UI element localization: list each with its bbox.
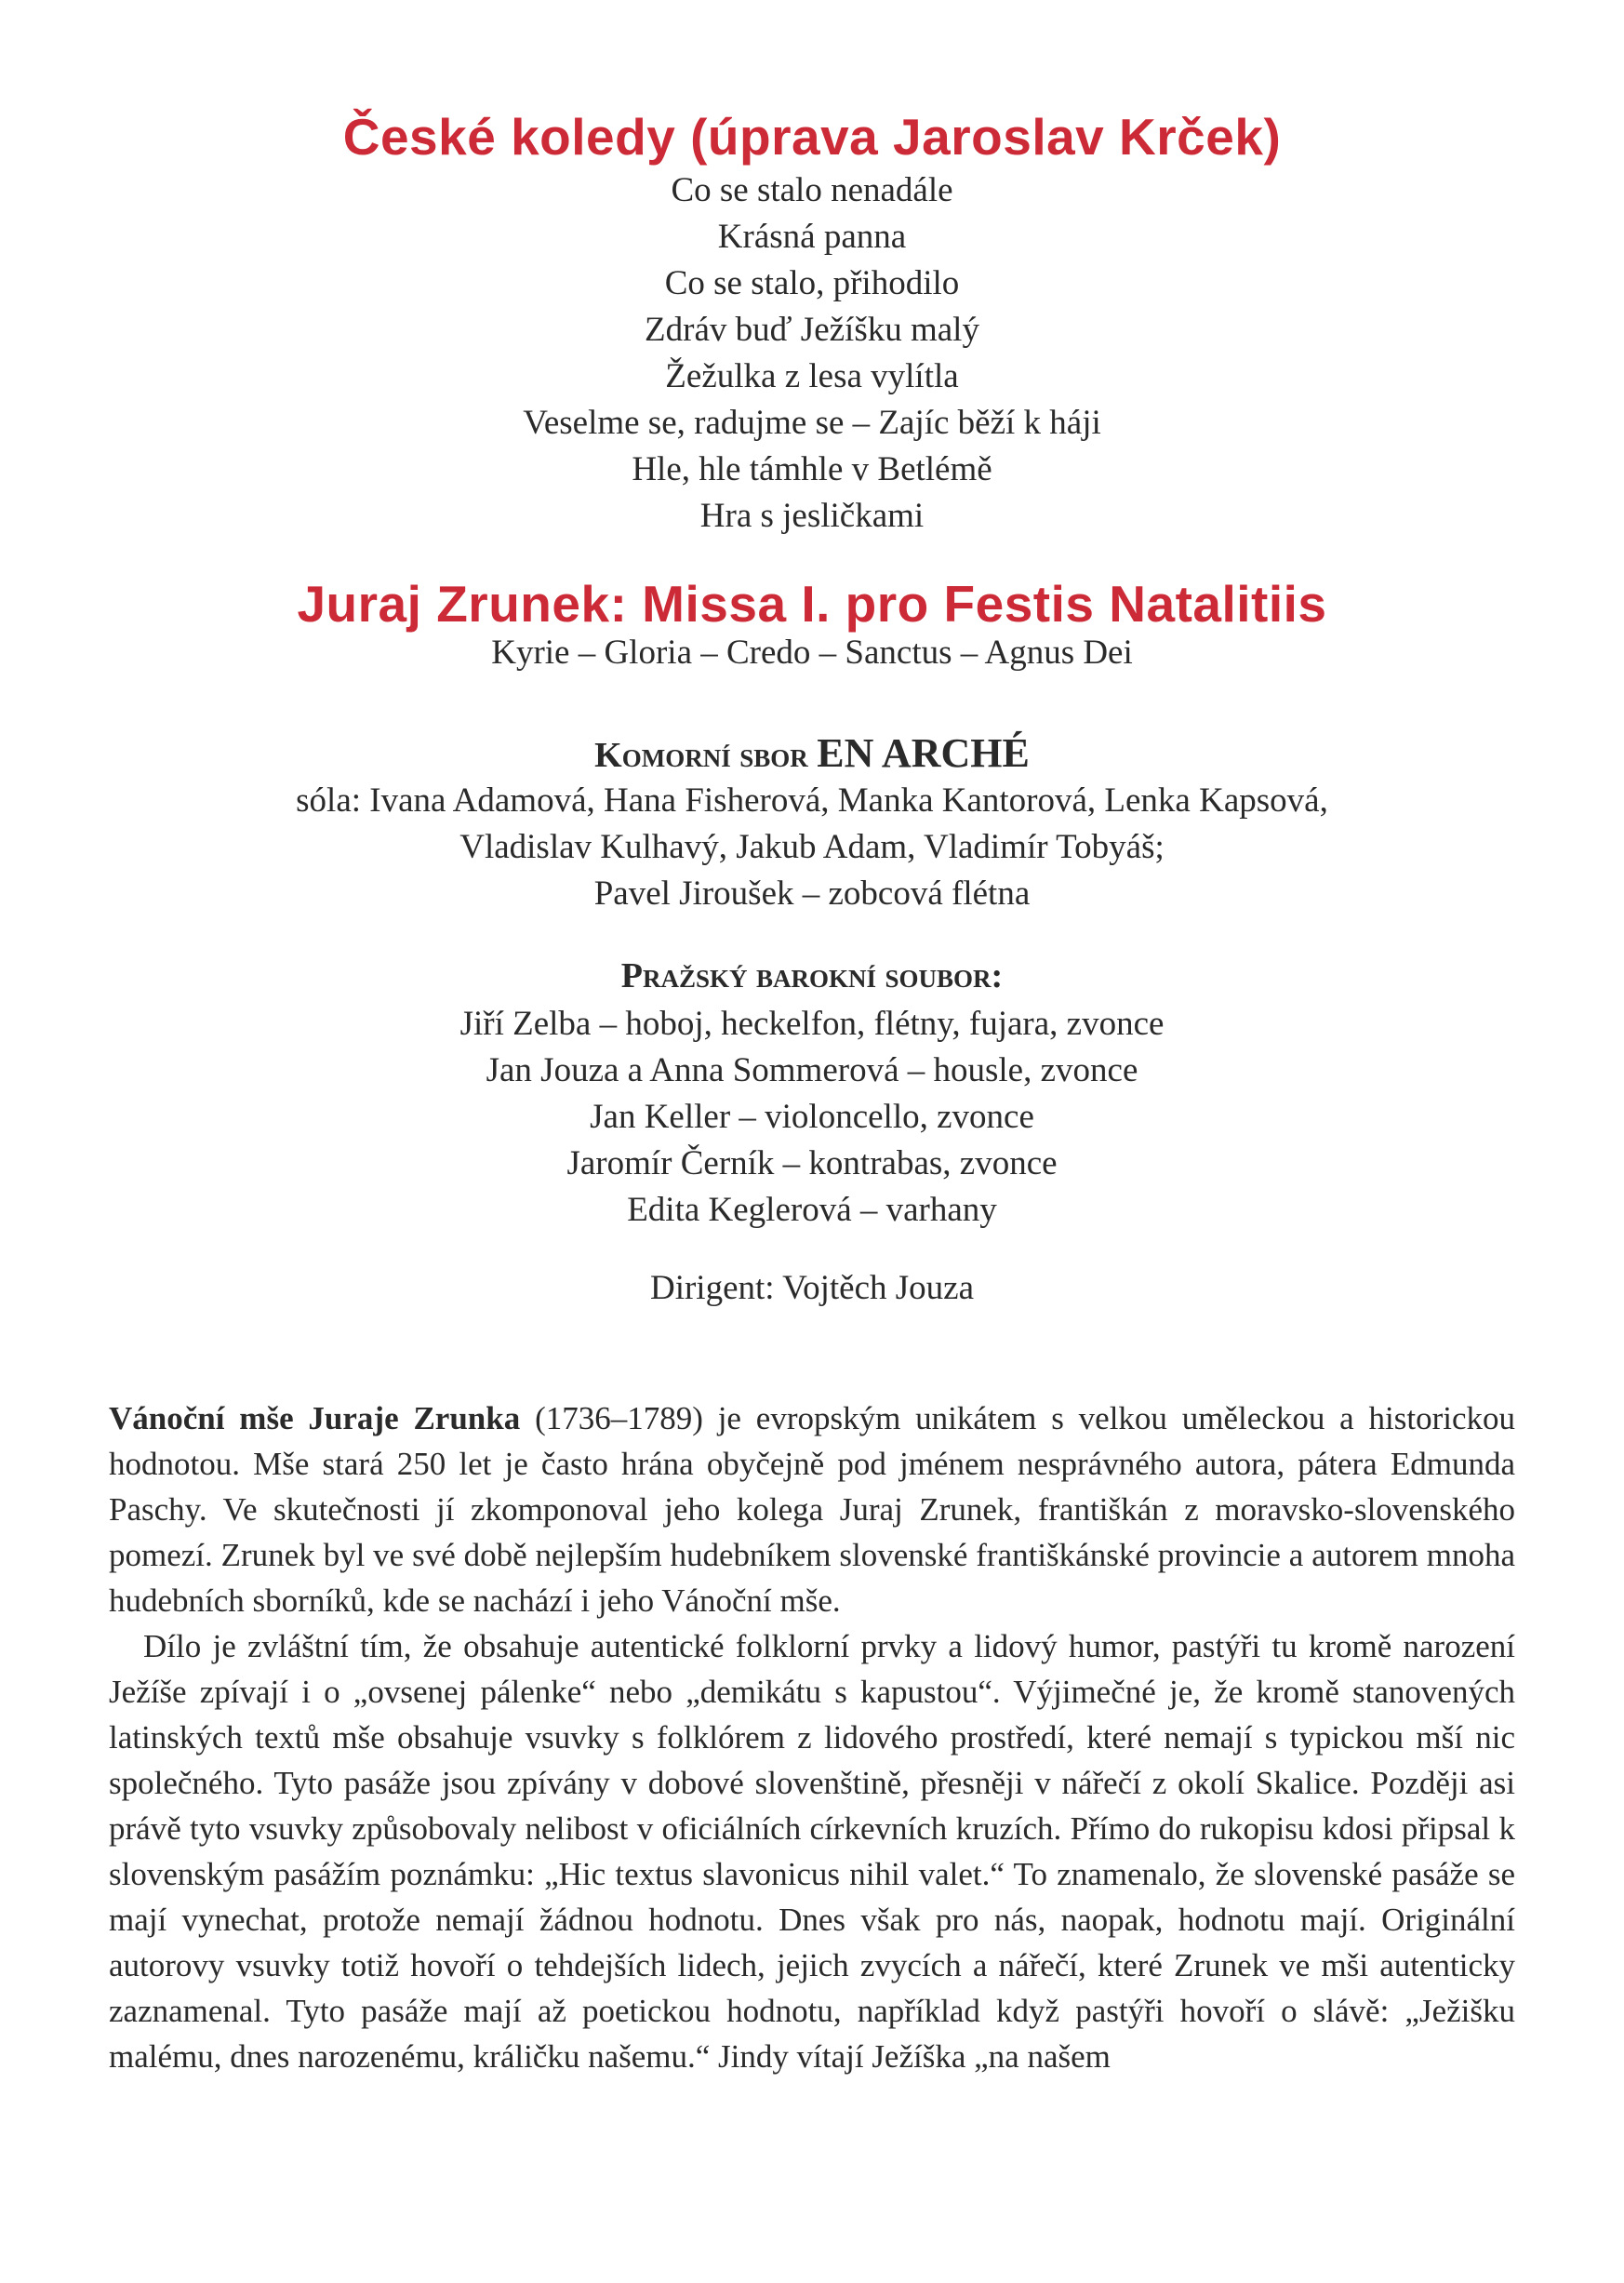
koledy-song-list bbox=[0, 167, 1624, 540]
movement-list: Kyrie – Gloria – Credo – Sanctus – Agnus Dei bbox=[491, 634, 1133, 672]
song-item: Co se stalo nenadále bbox=[671, 171, 953, 209]
performer-line: Jan Jouza a Anna Sommerová – housle, zvonce bbox=[486, 1051, 1138, 1089]
notes-paragraph bbox=[109, 1395, 1515, 1623]
ensemble-heading: Pražský barokní soubor: bbox=[620, 956, 1004, 995]
choir-heading bbox=[0, 730, 1624, 776]
koledy-heading: České koledy (úprava Jaroslav Krček) bbox=[342, 108, 1282, 166]
song-item: Hra s jesličkami bbox=[699, 497, 925, 535]
song-item: Veselme se, radujme se – Zajíc běží k háji bbox=[523, 404, 1101, 442]
performer-line: Jan Keller – violoncello, zvonce bbox=[590, 1098, 1034, 1136]
performer-line: Jaromír Černík – kontrabas, zvonce bbox=[566, 1144, 1058, 1182]
song-item: Zdráv buď Ježíšku malý bbox=[645, 311, 979, 349]
conductor-name: Dirigent: Vojtěch Jouza bbox=[649, 1269, 974, 1307]
missa-movements bbox=[0, 630, 1624, 676]
ensemble-performers bbox=[0, 1001, 1624, 1234]
choir-heading-name: EN ARCHÉ bbox=[817, 730, 1030, 776]
missa-heading: Juraj Zrunek: Missa I. pro Festis Natalitiis bbox=[297, 575, 1327, 633]
performer-line: Jiří Zelba – hoboj, heckelfon, flétny, fujara, zvonce bbox=[459, 1005, 1165, 1043]
performer-line: Pavel Jiroušek – zobcová flétna bbox=[593, 874, 1031, 913]
song-item: Krásná panna bbox=[717, 218, 907, 256]
conductor-line bbox=[0, 1265, 1624, 1312]
performer-line: Edita Keglerová – varhany bbox=[627, 1191, 997, 1229]
notes-paragraph: Dílo je zvláštní tím, že obsahuje autentické folklorní prvky a lidový humor, pastýři tu kromě narození Ježíše zpívají i o „ovsenej pálenke“ nebo „demikátu s kapustou“. Výjimečné je, že kromě stanovených latinských textů mše obsahuje vsuvky s folklórem z lidového prostředí, které nemají s typickou mší nic společného. Tyto pasáže jsou zpívány v dobové slovenštině, přesněji v nářečí z okolí Skalice. Později asi právě tyto vsuvky způsobovaly nelibost v oficiálních církevních kruzích. Přímo do rukopisu kdosi připsal k slovenským pasážím poznámku: „Hic textus slavonicus nihil valet.“ To znamenalo, že slovenské pasáže se mají vynechat, protože nemají žádnou hodnotu. Dnes však pro nás, naopak, hodnotu mají. Originální autorovy vsuvky totiž hovoří o tehdejších lidech, jejich zvycích a nářečí, které Zrunek ve mši autenticky zaznamenal. Tyto pasáže mají až poetickou hodnotu, například když pastýři hovoří o slávě: „Ježišku malému, dnes narozenému, králičku našemu.“ Jindy vítají Ježíška „na našem bbox=[109, 1628, 1515, 2075]
performer-line: Vladislav Kulhavý, Jakub Adam, Vladimír Tobyáš; bbox=[459, 828, 1165, 866]
notes-lead: Vánoční mše Juraje Zrunka bbox=[109, 1400, 521, 1436]
program-notes bbox=[109, 1395, 1515, 2079]
performer-line: sóla: Ivana Adamová, Hana Fisherová, Manka Kantorová, Lenka Kapsová, bbox=[296, 781, 1328, 820]
notes-text: (1736–1789) je evropským unikátem s velkou uměleckou a historickou hodnotou. Mše stará 250 let je často hrána obyčejně pod jménem nesprávného autora, pátera Edmunda Paschy. Ve skutečnosti jí zkomponoval jeho kolega Juraj Zrunek, františkán z moravsko-slovenského pomezí. Zrunek byl ve své době nejlepším hudebníkem slovenské františkánské provincie a autorem mnoha hudebních sborníků, kde se nachází i jeho Vánoční mše. bbox=[109, 1400, 1515, 1619]
song-item: Hle, hle támhle v Betlémě bbox=[632, 450, 992, 488]
song-item: Co se stalo, přihodilo bbox=[664, 264, 960, 302]
choir-performers bbox=[0, 778, 1624, 917]
choir-heading-prefix: Komorní sbor bbox=[594, 736, 808, 775]
song-item: Žežulka z lesa vylítla bbox=[665, 357, 959, 395]
